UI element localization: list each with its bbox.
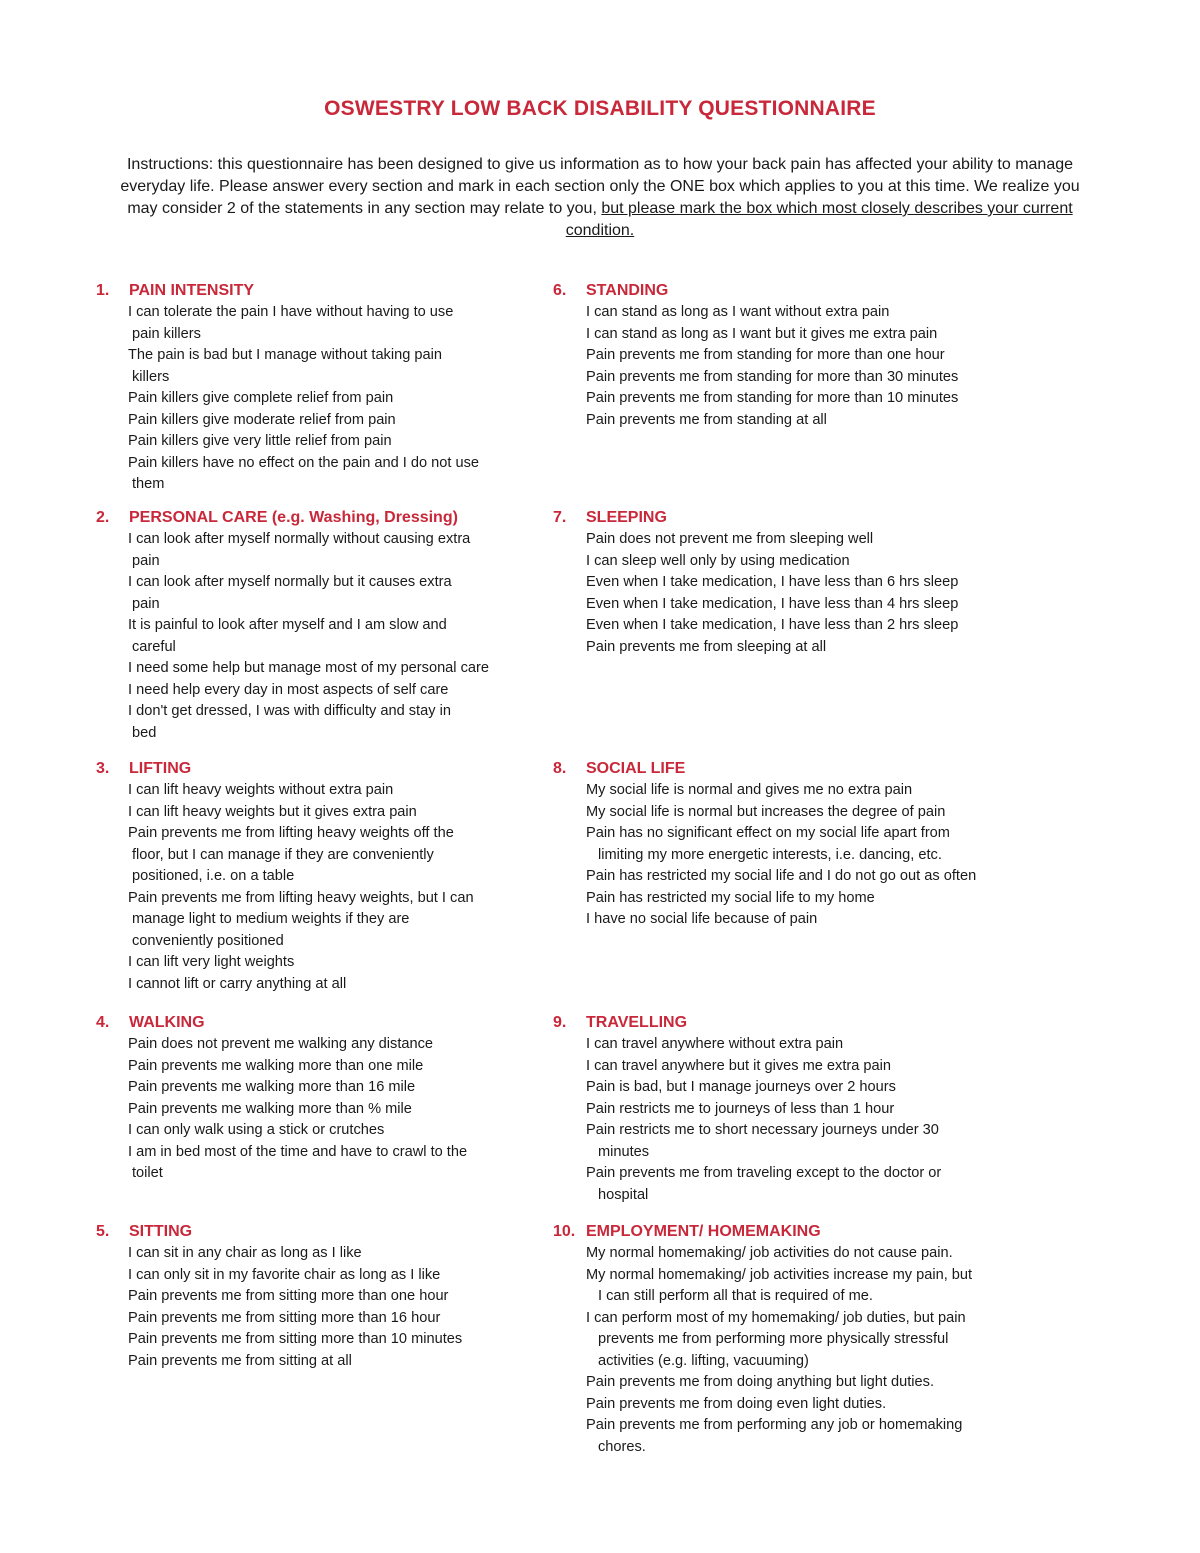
section-2 xyxy=(96,507,566,744)
option-text: Pain prevents me from sitting more than 16 hour xyxy=(128,1309,441,1326)
option-text: I can stand as long as I want but it gives me extra pain xyxy=(586,325,938,342)
option-item[interactable] xyxy=(96,823,566,888)
option-text: Pain prevents me from lifting heavy weights, but I can xyxy=(128,889,474,906)
option-item[interactable] xyxy=(553,345,1023,367)
section-7 xyxy=(553,507,1023,658)
option-item[interactable] xyxy=(553,1163,1023,1206)
option-item[interactable] xyxy=(96,1120,566,1142)
section-title xyxy=(96,1012,566,1034)
option-text: I am in bed most of the time and have to crawl to the xyxy=(128,1143,468,1160)
option-text: Pain restricts me to short necessary journeys under 30 xyxy=(586,1122,939,1138)
option-item[interactable] xyxy=(96,1056,566,1078)
section-number: 5. xyxy=(96,1223,110,1240)
option-text-continued: floor, but I can manage if they are conveniently xyxy=(132,846,434,863)
option-text: Pain prevents me walking more than % mile xyxy=(128,1100,412,1117)
section-title xyxy=(553,507,1023,529)
option-item[interactable] xyxy=(96,1351,566,1373)
option-text: I cannot lift or carry anything at all xyxy=(128,975,347,992)
option-item[interactable] xyxy=(96,302,566,345)
option-list xyxy=(96,1243,566,1372)
option-text: Pain has no significant effect on my social life apart from xyxy=(586,825,950,841)
option-text-continued: killers xyxy=(132,368,170,385)
option-item[interactable] xyxy=(553,1120,1023,1163)
option-item[interactable] xyxy=(553,1415,1023,1458)
option-text: I can sit in any chair as long as I like xyxy=(128,1245,362,1261)
option-text-continued: limiting my more energetic interests, i.e. dancing, etc. xyxy=(598,846,942,863)
option-text: Pain prevents me walking more than one mile xyxy=(128,1057,424,1074)
option-item[interactable] xyxy=(553,1243,1023,1265)
option-item[interactable] xyxy=(96,1142,566,1185)
section-number: 1. xyxy=(96,282,110,299)
section-title xyxy=(553,758,1023,780)
option-item[interactable] xyxy=(553,1265,1023,1308)
option-item[interactable] xyxy=(553,572,1023,594)
option-item[interactable] xyxy=(96,1099,566,1121)
option-item[interactable] xyxy=(553,780,1023,802)
option-item[interactable] xyxy=(96,658,566,680)
option-item[interactable] xyxy=(96,1034,566,1056)
section-6 xyxy=(553,280,1023,431)
section-heading: EMPLOYMENT/ HOMEMAKING xyxy=(586,1223,821,1240)
option-text-continued: bed xyxy=(132,724,157,741)
option-list xyxy=(96,529,566,744)
option-item[interactable] xyxy=(553,615,1023,637)
option-text: Pain prevents me from standing at all xyxy=(586,411,827,428)
option-list xyxy=(553,529,1023,658)
option-text-continued: hospital xyxy=(598,1186,649,1203)
option-item[interactable] xyxy=(96,529,566,572)
option-text: Pain prevents me from sitting more than 10 minutes xyxy=(128,1331,463,1347)
option-text: I can travel anywhere but it gives me extra pain xyxy=(586,1057,892,1074)
section-number: 8. xyxy=(553,760,567,777)
option-item[interactable] xyxy=(96,1286,566,1308)
section-9 xyxy=(553,1012,1023,1206)
option-text: Pain prevents me from sitting more than one hour xyxy=(128,1288,449,1304)
section-4 xyxy=(96,1012,566,1185)
section-heading: PERSONAL CARE (e.g. Washing, Dressing) xyxy=(129,509,458,526)
option-item[interactable] xyxy=(96,410,566,432)
section-heading: TRAVELLING xyxy=(586,1014,688,1031)
option-item[interactable] xyxy=(553,367,1023,389)
option-item[interactable] xyxy=(553,324,1023,346)
option-text-continued: I can still perform all that is required of me. xyxy=(598,1288,873,1304)
section-title xyxy=(553,1221,1023,1243)
section-3 xyxy=(96,758,566,995)
section-8 xyxy=(553,758,1023,931)
option-item[interactable] xyxy=(553,866,1023,888)
section-number: 3. xyxy=(96,760,110,777)
option-text-continued: minutes xyxy=(598,1143,650,1160)
option-item[interactable] xyxy=(553,823,1023,866)
option-item[interactable] xyxy=(96,1265,566,1287)
section-1 xyxy=(96,280,566,496)
section-title xyxy=(553,280,1023,302)
section-5 xyxy=(96,1221,566,1372)
instructions-paragraph xyxy=(110,154,1090,242)
option-text: I can sleep well only by using medication xyxy=(586,552,850,569)
option-text: I can lift heavy weights but it gives extra pain xyxy=(128,803,417,820)
option-text: Pain killers have no effect on the pain and I do not use xyxy=(128,454,480,471)
option-text: Pain killers give very little relief from pain xyxy=(128,433,392,449)
section-number: 6. xyxy=(553,282,567,299)
option-text: Pain prevents me from sitting at all xyxy=(128,1352,352,1369)
section-heading: SITTING xyxy=(129,1223,193,1240)
option-text: Pain prevents me from lifting heavy weights off the xyxy=(128,825,454,841)
option-text: Even when I take medication, I have less than 6 hrs sleep xyxy=(586,574,959,590)
option-item[interactable] xyxy=(553,1056,1023,1078)
option-item[interactable] xyxy=(553,1394,1023,1416)
section-number: 4. xyxy=(96,1014,110,1031)
option-text-continued: them xyxy=(132,476,165,492)
option-item[interactable] xyxy=(96,952,566,974)
option-text-continued: pain xyxy=(132,595,160,612)
option-text: I need help every day in most aspects of self care xyxy=(128,681,449,698)
option-text: I don't get dressed, I was with difficulty and stay in xyxy=(128,703,451,719)
option-text-continued: activities (e.g. lifting, vacuuming) xyxy=(598,1352,809,1369)
section-number: 9. xyxy=(553,1014,567,1031)
option-item[interactable] xyxy=(96,453,566,496)
option-text: Pain has restricted my social life to my home xyxy=(586,889,875,906)
option-list xyxy=(553,1243,1023,1458)
option-item[interactable] xyxy=(96,431,566,453)
option-text: Pain prevents me from traveling except to the doctor or xyxy=(586,1165,942,1181)
section-title xyxy=(96,507,566,529)
option-text-continued: manage light to medium weights if they are xyxy=(132,911,410,927)
option-text: I can only walk using a stick or crutches xyxy=(128,1122,385,1138)
option-item[interactable] xyxy=(96,1243,566,1265)
option-text: I can only sit in my favorite chair as long as I like xyxy=(128,1266,441,1283)
option-text-continued: toilet xyxy=(132,1165,163,1181)
option-item[interactable] xyxy=(96,1077,566,1099)
option-text: I can look after myself normally without causing extra xyxy=(128,531,471,547)
option-item[interactable] xyxy=(96,701,566,744)
option-text: My normal homemaking/ job activities increase my pain, but xyxy=(586,1266,973,1283)
option-item[interactable] xyxy=(96,615,566,658)
instructions-emphasis: but please mark the box which most closely describes your current condition. xyxy=(565,200,1073,239)
option-text-continued: positioned, i.e. on a table xyxy=(132,868,295,884)
option-text: Pain prevents me from sleeping at all xyxy=(586,638,827,655)
option-list xyxy=(96,780,566,995)
option-text: Pain prevents me from performing any job or homemaking xyxy=(586,1417,963,1433)
section-title xyxy=(553,1012,1023,1034)
option-text: Pain killers give moderate relief from pain xyxy=(128,411,396,428)
option-list xyxy=(96,302,566,496)
option-item[interactable] xyxy=(553,637,1023,659)
section-number: 10. xyxy=(553,1223,576,1240)
option-text: Pain prevents me from standing for more than 30 minutes xyxy=(586,368,959,385)
option-text: Even when I take medication, I have less than 2 hrs sleep xyxy=(586,617,959,633)
option-text: The pain is bad but I manage without taking pain xyxy=(128,347,442,363)
option-item[interactable] xyxy=(96,572,566,615)
section-heading: PAIN INTENSITY xyxy=(129,282,255,299)
option-item[interactable] xyxy=(553,888,1023,910)
option-text: I need some help but manage most of my personal care xyxy=(128,660,489,676)
section-title xyxy=(96,758,566,780)
option-text: Pain prevents me from doing even light duties. xyxy=(586,1395,887,1412)
option-item[interactable] xyxy=(553,551,1023,573)
option-text-continued: pain xyxy=(132,552,160,569)
option-text: I have no social life because of pain xyxy=(586,911,818,927)
option-text: I can look after myself normally but it causes extra xyxy=(128,574,452,590)
option-text-continued: pain killers xyxy=(132,325,201,342)
option-text: My social life is normal but increases the degree of pain xyxy=(586,803,946,820)
option-item[interactable] xyxy=(553,388,1023,410)
instructions-text: Instructions: this questionnaire has been designed to give us information as to how your back pain has affected your ability to manage everyday life. Please answer every section and mark in each section only the ONE box which applies to you at this time. We realize you may consider 2 of the statements in any section may relate to you, xyxy=(120,156,1080,217)
option-item[interactable] xyxy=(553,1034,1023,1056)
option-text: Pain has restricted my social life and I do not go out as often xyxy=(586,868,977,884)
option-text: Pain does not prevent me walking any distance xyxy=(128,1036,434,1052)
option-text-continued: careful xyxy=(132,638,176,655)
option-text: I can lift very light weights xyxy=(128,954,295,970)
option-item[interactable] xyxy=(553,1099,1023,1121)
option-list xyxy=(553,780,1023,931)
option-text: My normal homemaking/ job activities do not cause pain. xyxy=(586,1245,953,1261)
section-heading: WALKING xyxy=(129,1014,205,1031)
option-item[interactable] xyxy=(553,1372,1023,1394)
option-text: My social life is normal and gives me no extra pain xyxy=(586,782,913,798)
option-item[interactable] xyxy=(553,529,1023,551)
option-list xyxy=(553,302,1023,431)
section-10 xyxy=(553,1221,1023,1458)
option-text: Pain prevents me from standing for more than 10 minutes xyxy=(586,390,959,406)
option-item[interactable] xyxy=(553,594,1023,616)
option-list xyxy=(553,1034,1023,1206)
option-text: Pain prevents me walking more than 16 mile xyxy=(128,1079,416,1095)
section-heading: SOCIAL LIFE xyxy=(586,760,686,777)
option-text: It is painful to look after myself and I am slow and xyxy=(128,617,447,633)
option-item[interactable] xyxy=(553,410,1023,432)
option-text: Pain restricts me to journeys of less than 1 hour xyxy=(586,1100,895,1117)
option-text-continued: conveniently positioned xyxy=(132,932,284,949)
option-item[interactable] xyxy=(96,780,566,802)
option-text: Pain killers give complete relief from pain xyxy=(128,390,394,406)
option-item[interactable] xyxy=(553,909,1023,931)
option-text: I can stand as long as I want without extra pain xyxy=(586,304,890,320)
option-text: Even when I take medication, I have less than 4 hrs sleep xyxy=(586,595,959,612)
section-heading: LIFTING xyxy=(129,760,192,777)
option-item[interactable] xyxy=(96,888,566,953)
option-item[interactable] xyxy=(96,1329,566,1351)
option-text: I can tolerate the pain I have without having to use xyxy=(128,304,454,320)
section-number: 7. xyxy=(553,509,567,526)
option-text: I can perform most of my homemaking/ job duties, but pain xyxy=(586,1309,966,1326)
section-title xyxy=(96,280,566,302)
option-text-continued: prevents me from performing more physically stressful xyxy=(598,1331,949,1347)
option-item[interactable] xyxy=(553,802,1023,824)
option-item[interactable] xyxy=(96,388,566,410)
section-heading: STANDING xyxy=(586,282,669,299)
option-text: Pain is bad, but I manage journeys over 2 hours xyxy=(586,1079,896,1095)
section-number: 2. xyxy=(96,509,110,526)
option-item[interactable] xyxy=(96,345,566,388)
option-text: Pain prevents me from standing for more than one hour xyxy=(586,347,945,363)
option-text: I can travel anywhere without extra pain xyxy=(586,1036,844,1052)
section-heading: SLEEPING xyxy=(586,509,667,526)
option-item[interactable] xyxy=(96,802,566,824)
option-item[interactable] xyxy=(96,1308,566,1330)
document-title: OSWESTRY LOW BACK DISABILITY QUESTIONNAIRE xyxy=(324,97,876,120)
option-item[interactable] xyxy=(96,680,566,702)
option-item[interactable] xyxy=(96,974,566,996)
option-item[interactable] xyxy=(553,302,1023,324)
option-item[interactable] xyxy=(553,1308,1023,1373)
option-list xyxy=(96,1034,566,1185)
option-text: Pain does not prevent me from sleeping well xyxy=(586,531,874,547)
section-title xyxy=(96,1221,566,1243)
option-text: I can lift heavy weights without extra pain xyxy=(128,782,394,798)
option-text-continued: chores. xyxy=(598,1438,646,1455)
option-text: Pain prevents me from doing anything but light duties. xyxy=(586,1374,935,1390)
option-item[interactable] xyxy=(553,1077,1023,1099)
